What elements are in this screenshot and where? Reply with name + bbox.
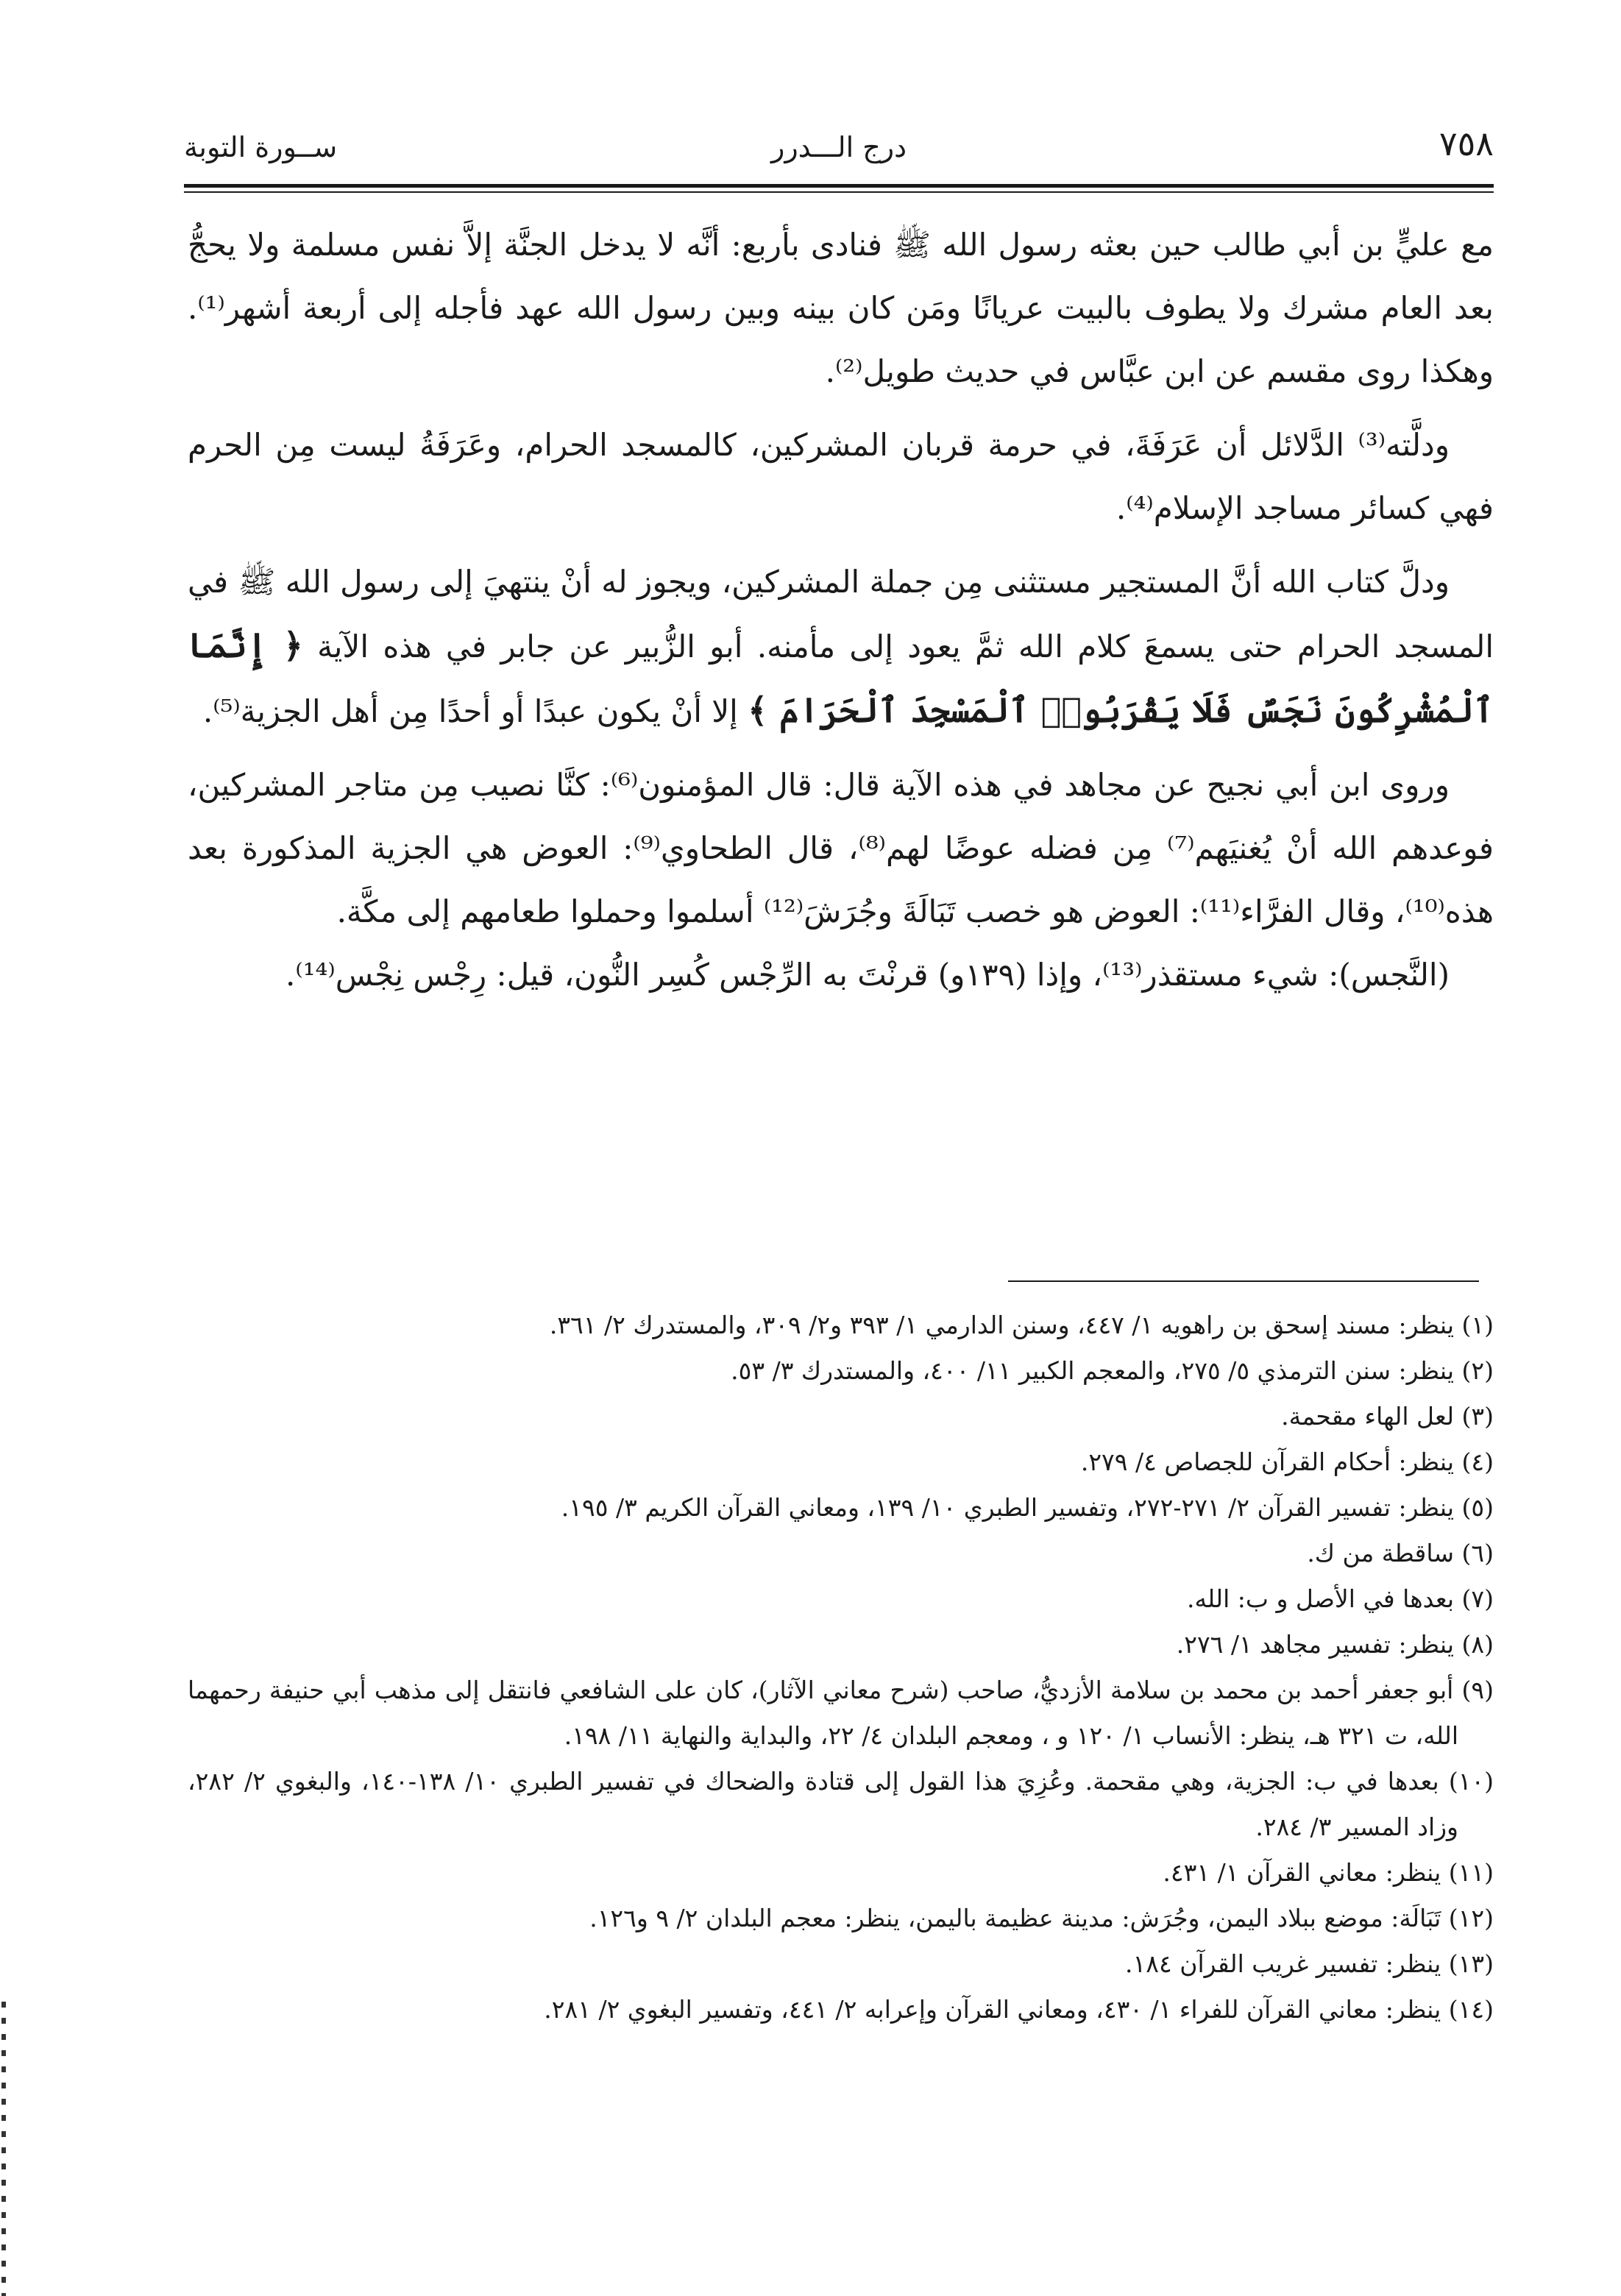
header-rule-thick xyxy=(184,184,1494,188)
paragraph-1: مع عليٍّ بن أبي طالب حين بعثه رسول الله ﷺ فنادى بأربع: أنَّه لا يدخل الجنَّة إلاَّ نفس مسلمة ولا يحجُّ بعد العام مشرك ولا يطوف بالبيت عريانًا ومَن كان بينه وبين رسول الله عهد فأجله إلى أربعة أشهر⁽¹⁾. وهكذا روى مقسم عن ابن عبَّاس في حديث طويل⁽²⁾. xyxy=(188,227,1494,389)
paragraph-2: ودلَّته⁽³⁾ الدَّلائل أن عَرَفَةَ، في حرمة قربان المشركين، كالمسجد الحرام، وعَرَفَةُ ليست مِن الحرم فهي كسائر مساجد الإسلام⁽⁴⁾. xyxy=(188,427,1494,526)
paragraph-3 xyxy=(188,550,1494,743)
footnote-separator xyxy=(1008,1280,1479,1282)
footnote-6: (٦) ساقطة من ك. xyxy=(1307,1539,1494,1567)
running-header xyxy=(184,124,1494,183)
footnote-3: (٣) لعل الهاء مقحمة. xyxy=(1281,1402,1494,1431)
header-rule-thin xyxy=(184,191,1494,193)
scan-edge-mark xyxy=(1,2002,6,2296)
paragraph-3-text-b: إلا أنْ يكون عبدًا أو أحدًا مِن أهل الجزية⁽⁵⁾. xyxy=(202,693,738,729)
quran-verse: ﴿ إِنَّمَا ٱلْمُشْرِكُونَ نَجَسٌ فَلَا يَقْرَبُوا۟ ٱلْمَسْجِدَ ٱلْحَرَامَ ﴾ xyxy=(188,626,1494,730)
footnote-7: (٧) بعدها في الأصل و ب: الله. xyxy=(1186,1584,1494,1613)
footnote-5: (٥) ينظر: تفسير القرآن ٢/ ٢٧١-٢٧٢، وتفسير الطبري ١٠/ ١٣٩، ومعاني القرآن الكريم ٣/ ١٩٥. xyxy=(561,1493,1494,1522)
footnote-10: (١٠) بعدها في ب: الجزية، وهي مقحمة. وعُزِيَ هذا القول إلى قتادة والضحاك في تفسير الطبري ١٠/ ١٣٨-١٤٠، والبغوي ٢/ ٢٨٢، وزاد المسير ٣/ ٢٨٤. xyxy=(188,1767,1494,1841)
paragraph-3-text-a: ودلَّ كتاب الله أنَّ المستجير مستثنى مِن جملة المشركين، ويجوز له أنْ ينتهيَ إلى رسول الله ﷺ في المسجد الحرام حتى يسمعَ كلام الله ثمَّ يعود إلى مأمنه. أبو الزُّبير عن جابر في هذه الآية xyxy=(188,564,1494,665)
paragraph-5: (النَّجس): شيء مستقذر⁽¹³⁾، وإذا (١٣٩و) قرنْتَ به الرِّجْس كُسِر النُّون، قيل: رِجْس نِجْس⁽¹⁴⁾. xyxy=(285,957,1450,993)
footnote-1: (١) ينظر: مسند إسحق بن راهويه ١/ ٤٤٧، وسنن الدارمي ١/ ٣٩٣ و٢/ ٣٠٩، والمستدرك ٢/ ٣٦١. xyxy=(549,1311,1494,1339)
main-text xyxy=(188,213,1494,1007)
footnotes xyxy=(188,1303,1494,2033)
surah-title: ســورة التوبة xyxy=(184,131,338,163)
footnote-9: (٩) أبو جعفر أحمد بن محمد بن سلامة الأزديُّ، صاحب (شرح معاني الآثار)، كان على الشافعي فانتقل إلى مذهب أبي حنيفة رحمهما الله، ت ٣٢١ هـ، ينظر: الأنساب ١/ ١٢٠ و ، ومعجم البلدان ٤/ ٢٢، والبداية والنهاية ١١/ ١٩٨. xyxy=(188,1676,1494,1750)
footnote-2: (٢) ينظر: سنن الترمذي ٥/ ٢٧٥، والمعجم الكبير ١١/ ٤٠٠، والمستدرك ٣/ ٥٣. xyxy=(731,1356,1494,1385)
footnote-12: (١٢) تَبَالَة: موضع ببلاد اليمن، وجُرَش: مدينة عظيمة باليمن، ينظر: معجم البلدان ٢/ ٩ و١٢٦. xyxy=(589,1904,1494,1932)
page-number: ٧٥٨ xyxy=(1439,124,1494,163)
footnote-8: (٨) ينظر: تفسير مجاهد ١/ ٢٧٦. xyxy=(1176,1630,1494,1659)
book-title: درج الـــدرر xyxy=(770,131,907,163)
footnote-11: (١١) ينظر: معاني القرآن ١/ ٤٣١. xyxy=(1163,1858,1494,1887)
footnote-13: (١٣) ينظر: تفسير غريب القرآن ١٨٤. xyxy=(1125,1949,1494,1978)
paragraph-4: وروى ابن أبي نجيح عن مجاهد في هذه الآية قال: قال المؤمنون⁽⁶⁾: كنَّا نصيب مِن متاجر المشركين، فوعدهم الله أنْ يُغنيَهم⁽⁷⁾ مِن فضله عوضًا لهم⁽⁸⁾، قال الطحاوي⁽⁹⁾: العوض هي الجزية المذكورة بعد هذه⁽¹⁰⁾، وقال الفرَّاء⁽¹¹⁾: العوض هو خصب تَبَالَةَ وجُرَشَ⁽¹²⁾ أسلموا وحملوا طعامهم إلى مكَّة. xyxy=(188,767,1494,929)
footnote-4: (٤) ينظر: أحكام القرآن للجصاص ٤/ ٢٧٩. xyxy=(1080,1448,1494,1476)
footnote-14: (١٤) ينظر: معاني القرآن للفراء ١/ ٤٣٠، ومعاني القرآن وإعرابه ٢/ ٤٤١، وتفسير البغوي ٢/ ٢٨١. xyxy=(544,1995,1494,2024)
